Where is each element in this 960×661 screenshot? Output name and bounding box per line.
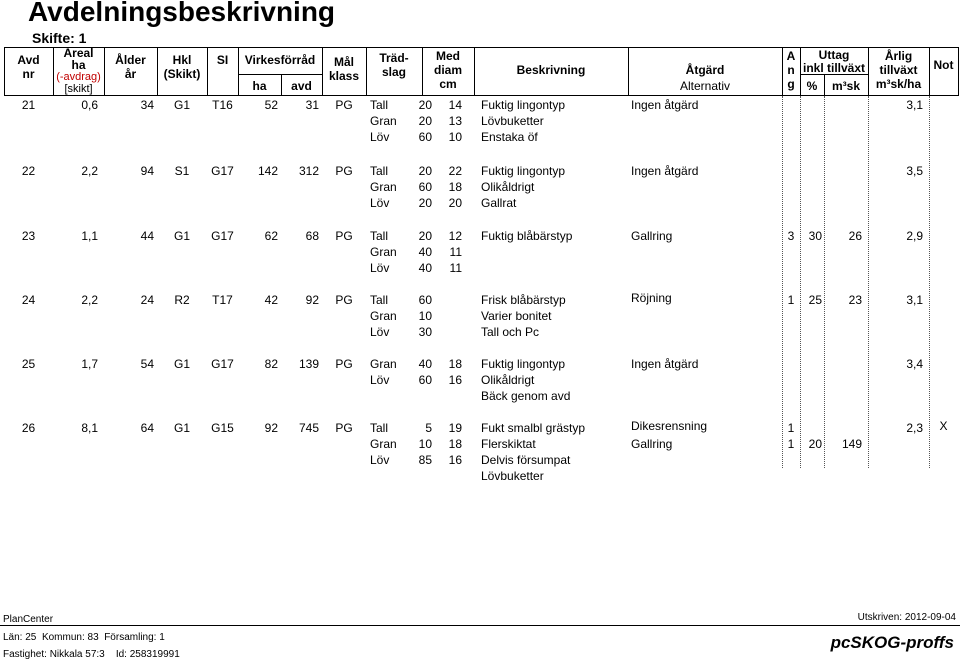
header-ang: A n g xyxy=(786,49,796,91)
avd-nr: 21 xyxy=(21,98,36,112)
header-virkesforrad: Virkesförråd xyxy=(244,53,316,67)
alder: 64 xyxy=(140,421,154,435)
si: G17 xyxy=(211,164,234,178)
andel: 60 xyxy=(418,293,432,307)
header-top-border xyxy=(4,47,958,48)
meddiam: 18 xyxy=(448,180,462,194)
meddiam: 11 xyxy=(449,245,462,259)
tradslag: Löv xyxy=(370,453,390,467)
andel: 40 xyxy=(418,245,432,259)
beskrivning-line: Lövbuketter xyxy=(481,469,544,483)
page-subtitle: Skifte: 1 xyxy=(32,30,87,46)
virke-avd: 68 xyxy=(305,229,319,243)
atgard: Ingen åtgärd xyxy=(631,164,699,178)
malklass: PG xyxy=(335,164,353,178)
meddiam: 22 xyxy=(448,164,462,178)
si: T17 xyxy=(212,293,233,307)
page-title: Avdelningsbeskrivning xyxy=(28,0,336,27)
andel: 85 xyxy=(418,453,432,467)
atgard-alternativ: Gallring xyxy=(631,437,673,451)
alder: 34 xyxy=(140,98,154,112)
header-alternativ: Alternativ xyxy=(679,79,731,93)
not-col-sep xyxy=(929,96,930,468)
m3sk-col-sep xyxy=(824,96,825,468)
avd-nr: 22 xyxy=(21,164,36,178)
areal: 2,2 xyxy=(81,293,98,307)
header-uttag-pct: % xyxy=(806,79,818,93)
malklass: PG xyxy=(335,229,353,243)
virke-avd: 31 xyxy=(305,98,319,112)
arlig-col-sep xyxy=(868,96,869,468)
tradslag: Tall xyxy=(370,164,389,178)
andel: 5 xyxy=(425,421,432,435)
beskrivning-line: Delvis försumpat xyxy=(481,453,571,467)
andel: 60 xyxy=(418,373,432,387)
andel: 20 xyxy=(418,196,432,210)
avd-nr: 25 xyxy=(21,357,36,371)
arlig-tillvaxt: 2,9 xyxy=(906,229,923,243)
footer-print-date: Utskriven: 2012-09-04 xyxy=(857,612,956,623)
arlig-tillvaxt: 3,1 xyxy=(906,98,923,112)
si: G17 xyxy=(211,229,234,243)
tradslag: Gran xyxy=(370,245,397,259)
header-virke-avd: avd xyxy=(291,79,312,93)
tradslag: Gran xyxy=(370,114,397,128)
hkl: S1 xyxy=(174,164,190,178)
beskrivning-line: Fuktig lingontyp xyxy=(481,98,566,112)
virke-avd: 312 xyxy=(298,164,319,178)
uttag-pct: 20 xyxy=(808,437,822,451)
footer-divider xyxy=(0,625,960,626)
tradslag: Tall xyxy=(370,293,389,307)
meddiam: 19 xyxy=(448,421,462,435)
header-si: SI xyxy=(216,53,229,67)
tradslag: Löv xyxy=(370,325,390,339)
virke-avd: 92 xyxy=(305,293,319,307)
meddiam: 16 xyxy=(448,453,462,467)
meddiam: 13 xyxy=(448,114,462,128)
andel: 20 xyxy=(418,164,432,178)
tradslag: Tall xyxy=(370,98,389,112)
ang: 3 xyxy=(787,229,795,243)
hkl: G1 xyxy=(173,229,190,243)
virke-ha: 62 xyxy=(264,229,278,243)
andel: 20 xyxy=(418,98,432,112)
header-alder: Ålder år xyxy=(115,53,146,81)
header-uttag-m3sk: m³sk xyxy=(831,79,860,93)
ang-col-sep xyxy=(782,96,783,468)
avd-nr: 24 xyxy=(21,293,36,307)
areal: 8,1 xyxy=(81,421,98,435)
beskrivning-line: Varier bonitet xyxy=(481,309,552,323)
uttag-pct: 30 xyxy=(808,229,822,243)
meddiam: 14 xyxy=(448,98,462,112)
tradslag: Löv xyxy=(370,373,390,387)
meddiam: 18 xyxy=(448,357,462,371)
andel: 10 xyxy=(418,309,432,323)
arlig-tillvaxt: 2,3 xyxy=(906,421,923,435)
andel: 10 xyxy=(418,437,432,451)
tradslag: Löv xyxy=(370,130,390,144)
atgard: Ingen åtgärd xyxy=(631,98,699,112)
atgard: Dikesrensning xyxy=(631,419,708,433)
malklass: PG xyxy=(335,357,353,371)
areal: 0,6 xyxy=(81,98,98,112)
arlig-tillvaxt: 3,4 xyxy=(906,357,923,371)
tradslag: Löv xyxy=(370,261,390,275)
virke-ha: 142 xyxy=(257,164,278,178)
virkesforrad-subdivider xyxy=(238,74,322,75)
footer-property: Fastighet: Nikkala 57:3 Id: 258319991 xyxy=(3,649,180,660)
header-not: Not xyxy=(933,58,954,72)
alder: 94 xyxy=(140,164,154,178)
malklass: PG xyxy=(335,98,353,112)
si: G15 xyxy=(211,421,234,435)
andel: 60 xyxy=(418,130,432,144)
uttag-m3sk: 149 xyxy=(841,437,862,451)
meddiam: 11 xyxy=(449,261,462,275)
uttag-pct: 25 xyxy=(808,293,822,307)
atgard: Gallring xyxy=(631,229,673,243)
header-avd: Avd nr xyxy=(17,53,40,81)
meddiam: 20 xyxy=(448,196,462,210)
meddiam: 10 xyxy=(448,130,462,144)
header-bottom-border xyxy=(4,95,958,96)
pct-col-sep xyxy=(800,96,801,468)
virke-ha: 92 xyxy=(264,421,278,435)
beskrivning-line: Bäck genom avd xyxy=(481,389,571,403)
malklass: PG xyxy=(335,293,353,307)
hkl: G1 xyxy=(173,357,190,371)
tradslag: Gran xyxy=(370,309,397,323)
header-hkl: Hkl (Skikt) xyxy=(163,53,201,81)
virke-avd: 139 xyxy=(298,357,319,371)
areal: 2,2 xyxy=(81,164,98,178)
ang: 1 xyxy=(787,293,795,307)
arlig-tillvaxt: 3,5 xyxy=(906,164,923,178)
header-beskrivning: Beskrivning xyxy=(516,63,586,77)
brand-logo: pcSKOG-proffs xyxy=(830,633,954,652)
virke-ha: 82 xyxy=(264,357,278,371)
meddiam: 12 xyxy=(448,229,462,243)
header-malklass: Mål klass xyxy=(328,55,360,83)
header-areal: Areal ha (-avdrag) [skikt] xyxy=(56,46,101,95)
atgard: Ingen åtgärd xyxy=(631,357,699,371)
areal: 1,1 xyxy=(81,229,98,243)
tradslag: Gran xyxy=(370,180,397,194)
uttag-m3sk: 23 xyxy=(848,293,862,307)
beskrivning-line: Fukt smalbl grästyp xyxy=(481,421,586,435)
beskrivning-line: Fuktig blåbärstyp xyxy=(481,229,573,243)
beskrivning-line: Fuktig lingontyp xyxy=(481,164,566,178)
header-atgard: Åtgärd xyxy=(685,63,725,77)
beskrivning-line: Olikåldrigt xyxy=(481,180,535,194)
tradslag: Tall xyxy=(370,229,389,243)
footer-app-name: PlanCenter xyxy=(3,614,54,625)
beskrivning-line: Gallrat xyxy=(481,196,517,210)
tradslag: Tall xyxy=(370,421,389,435)
hkl: G1 xyxy=(173,421,190,435)
hkl: R2 xyxy=(174,293,190,307)
alder: 24 xyxy=(140,293,154,307)
andel: 30 xyxy=(418,325,432,339)
beskrivning-line: Tall och Pc xyxy=(481,325,540,339)
andel: 40 xyxy=(418,357,432,371)
virke-ha: 42 xyxy=(264,293,278,307)
header-meddiam: Med diam cm xyxy=(433,49,462,91)
andel: 20 xyxy=(418,114,432,128)
beskrivning-line: Frisk blåbärstyp xyxy=(481,293,566,307)
ang: 1 xyxy=(787,437,795,451)
meddiam: 16 xyxy=(448,373,462,387)
alder: 54 xyxy=(140,357,154,371)
avd-nr: 26 xyxy=(21,421,36,435)
ang: 1 xyxy=(787,421,795,435)
uttag-m3sk: 26 xyxy=(848,229,862,243)
si: T16 xyxy=(212,98,233,112)
beskrivning-line: Olikåldrigt xyxy=(481,373,535,387)
si: G17 xyxy=(211,357,234,371)
andel: 20 xyxy=(418,229,432,243)
virke-ha: 52 xyxy=(264,98,278,112)
avd-nr: 23 xyxy=(21,229,36,243)
hkl: G1 xyxy=(173,98,190,112)
virke-avd: 745 xyxy=(298,421,319,435)
header-arlig-tillvaxt: Årlig tillväxt m³sk/ha xyxy=(875,49,922,91)
beskrivning-line: Lövbuketter xyxy=(481,114,544,128)
meddiam: 18 xyxy=(448,437,462,451)
header-uttag: Uttag inkl tillväxt xyxy=(802,48,866,75)
andel: 40 xyxy=(418,261,432,275)
footer-location: Län: 25 Kommun: 83 Församling: 1 xyxy=(3,632,165,643)
beskrivning-line: Fuktig lingontyp xyxy=(481,357,566,371)
beskrivning-line: Enstaka öf xyxy=(481,130,538,144)
header-tradslag: Träd- slag xyxy=(379,51,409,79)
atgard: Röjning xyxy=(631,291,672,305)
tradslag: Gran xyxy=(370,357,397,371)
andel: 60 xyxy=(418,180,432,194)
arlig-tillvaxt: 3,1 xyxy=(906,293,923,307)
malklass: PG xyxy=(335,421,353,435)
areal: 1,7 xyxy=(81,357,98,371)
not-marker: X xyxy=(939,419,948,433)
beskrivning-line: Flerskiktat xyxy=(481,437,536,451)
header-virke-ha: ha xyxy=(252,79,267,93)
tradslag: Gran xyxy=(370,437,397,451)
alder: 44 xyxy=(140,229,154,243)
tradslag: Löv xyxy=(370,196,390,210)
